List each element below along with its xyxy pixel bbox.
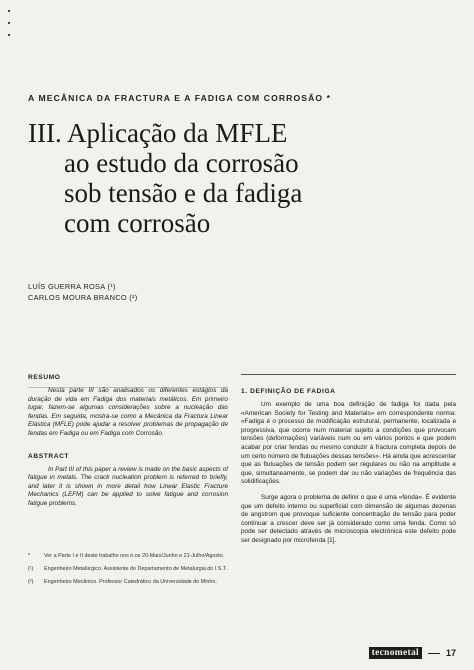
abstract-text: In Part III of this paper a review is made on the basic aspects of fatigue in metals. The crack nucleation problem is referred to briefly, and later it is shown in more detail how Linear Elastic Fracture Mechanics (LEFM) can be applied to solve fatigue and corrosion fatigue problems.: [28, 465, 228, 507]
right-column-rule: [241, 374, 456, 375]
page-number: 17: [445, 648, 456, 658]
resumo-block: [28, 374, 228, 439]
author-1: LUÍS GUERRA ROSA (¹): [28, 282, 116, 291]
magazine-logo: tecnometal: [369, 647, 422, 659]
article-title: [28, 118, 458, 238]
article-title-line-3: sob tensão e da fadiga: [64, 178, 303, 208]
resumo-text: Nesta parte III são analisados os diferentes estágios da duração de vida em Fadiga dos materiais metálicos. Em primeiro lugar, fazem-se algumas considerações sobre a nucleação das fendas. Em seguida, mostra-se como a Mecânica da Fractura Linear Elástica (MFLE) pode ajudar a resolver problemas de propagação de fendas em Fadiga ou em Fadiga com Corrosão.: [28, 387, 228, 437]
section-paragraph-2: Surge agora o problema de definir o que é uma «fenda». É evidente que um defeito interno ou superficial com dimensão de algumas dezenas de angstrom que provoque suficiente concentração de tensão para poder continuar a crescer deve ser já considerado como uma fenda. Como só pode ser detectado através de microscopia electrónica este defeito pode ser designado por microfenda [1].: [241, 493, 456, 544]
left-column: [28, 374, 228, 523]
abstract-block: [28, 453, 228, 509]
article-title-line-2: ao estudo da corrosão: [64, 148, 299, 178]
authors: [28, 281, 138, 303]
right-column: [241, 388, 456, 546]
article-title-line-4: com corrosão: [64, 208, 211, 238]
footnote: (²) Engenheiro Mecânico. Professor Catedrático da Universidade do Minho.: [28, 579, 217, 585]
article-title-line-1: III. Aplicação da MFLE: [28, 118, 288, 148]
section-heading: 1. DEFINIÇÃO DE FADIGA: [241, 388, 336, 395]
abstract-heading: ABSTRACT: [28, 452, 70, 460]
footer-dash: [428, 653, 440, 654]
footnote: * Ver a Parte I e II deste trabalho nos n.os 20-Maio/Junho e 21-Julho/Agosto.: [28, 553, 225, 559]
section-paragraph-1: Um exemplo de uma boa definição de fadiga foi dada pela «American Society for Testing and Materials» em correspondente norma: «Fadiga é o processo de modificação estrutural, permanente, localizada e progressiva, que ocorre num material sujeito a condições que provocam tensões (deformações) variáveis num ou em vários pontos e que podem acabar por criar fendas ou mesmo conduzir à fractura completa depois de um certo número de flutuações dessas tensões». Há ainda que acrescentar que as flutuações de tensão podem ser regulares ou não na amplitude e que, simultaneamente, se podem dar ou não variações de frequência das solidificações.: [241, 401, 456, 486]
series-title: A MECÂNICA DA FRACTURA E A FADIGA COM CORROSÃO *: [28, 93, 332, 103]
binding-marks: [8, 10, 12, 50]
footnotes: [28, 553, 228, 592]
footnote: (¹) Engenheiro Metalúrgico. Assistente do Departamento de Metalurgia do I.S.T.: [28, 566, 228, 572]
resumo-heading: RESUMO: [28, 374, 61, 381]
author-2: CARLOS MOURA BRANCO (²): [28, 293, 138, 302]
article-number: III.: [28, 118, 62, 148]
page-footer: [369, 647, 456, 659]
